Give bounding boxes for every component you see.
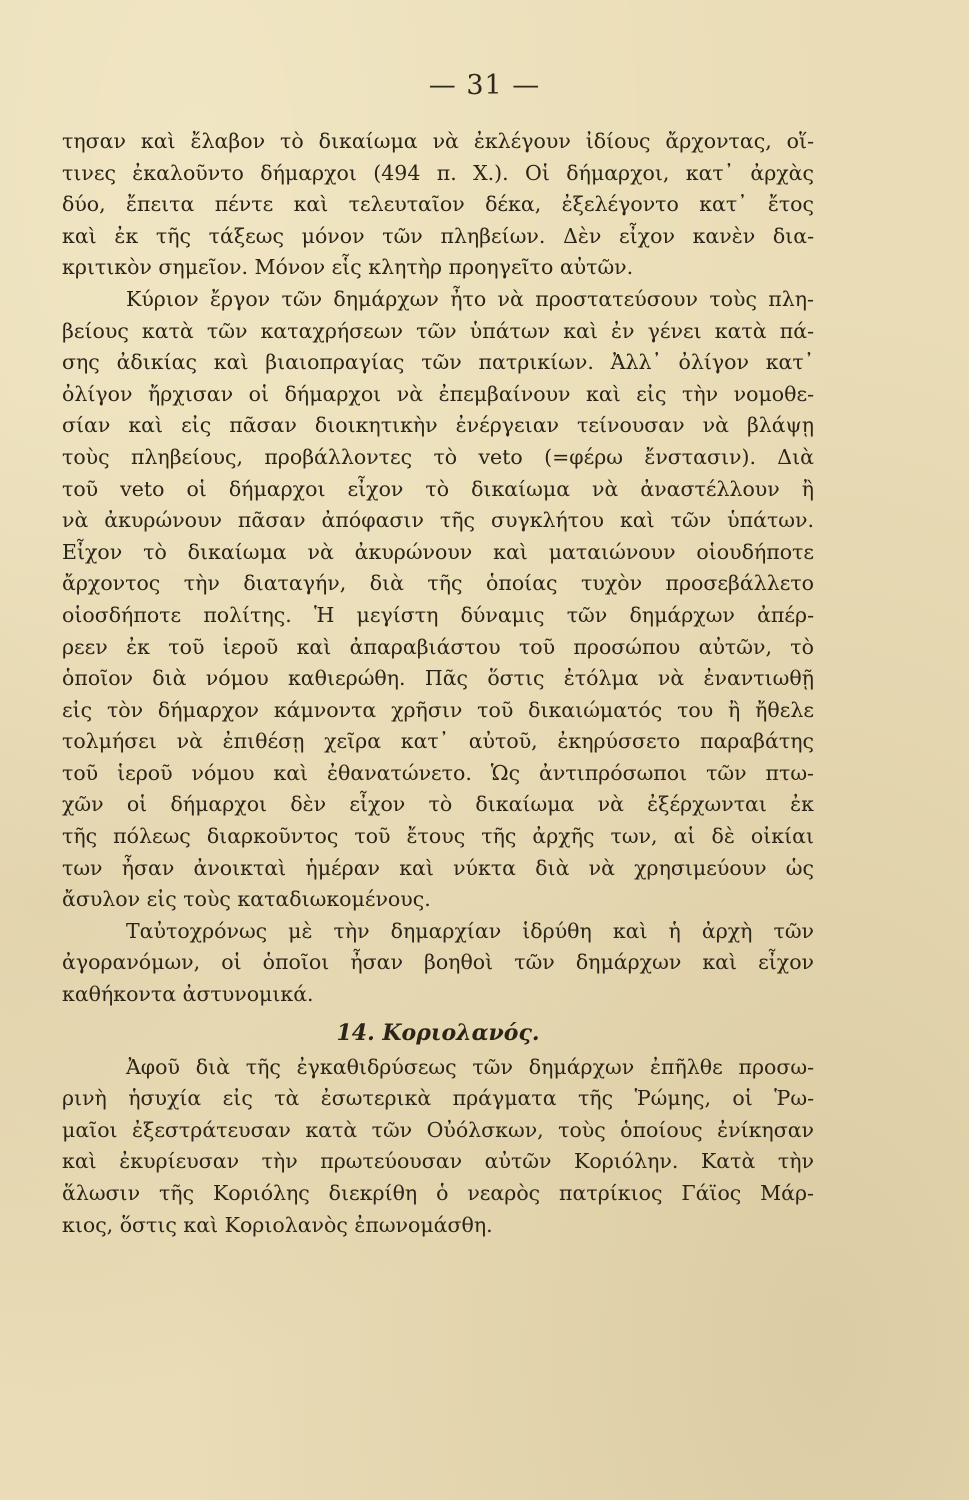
text-line: τολμήσει νὰ ἐπιθέσῃ χεῖρα κατ᾽ αὐτοῦ, ἐκηρύσσετο παραβάτης xyxy=(62,729,814,754)
text-line: των ἦσαν ἀνοικταὶ ἡμέραν καὶ νύκτα διὰ νὰ χρησιμεύουν ὡς xyxy=(62,855,814,880)
text-line: κριτικὸν σημεῖον. Μόνον εἷς κλητὴρ προηγεῖτο αὐτῶν. xyxy=(62,255,634,280)
section-14 xyxy=(62,1017,814,1242)
text-line: ἄρχοντος τὴν διαταγήν, διὰ τῆς ὁποίας τυχὸν προσεβάλλετο xyxy=(62,571,814,596)
text-line: τησαν καὶ ἔλαβον τὸ δικαίωμα νὰ ἐκλέγουν ἰδίους ἄρχοντας, οἵ- xyxy=(62,129,814,153)
text-line: ἀγορανόμων, οἱ ὁποῖοι ἦσαν βοηθοὶ τῶν δημάρχων καὶ εἶχον xyxy=(62,950,814,975)
text-line: καὶ ἐκ τῆς τάξεως μόνον τῶν πληβείων. Δὲν εἶχον κανὲν δια- xyxy=(62,223,814,248)
text-line: τοῦ ἱεροῦ νόμου καὶ ἐθανατώνετο. Ὡς ἀντιπρόσωποι τῶν πτω- xyxy=(62,760,814,785)
text-line: τοὺς πληβείους, προβάλλοντες τὸ veto (=φέρω ἔνστασιν). Διὰ xyxy=(62,444,814,469)
text-line: ἅλωσιν τῆς Κοριόλης διεκρίθη ὁ νεαρὸς πατρίκιος Γάϊος Μάρ- xyxy=(62,1181,814,1205)
section-13-continuation xyxy=(62,126,814,284)
text-line: καὶ ἐκυρίευσαν τὴν πρωτεύουσαν αὐτῶν Κοριόλην. Κατὰ τὴν xyxy=(62,1149,814,1174)
text-line: σίαν καὶ εἰς πᾶσαν διοικητικὴν ἐνέργειαν τείνουσαν νὰ βλάψῃ xyxy=(62,413,814,438)
text-line: σης ἀδικίας καὶ βιαιοπραγίας τῶν πατρικίων. Ἀλλ᾽ ὀλίγον κατ᾽ xyxy=(62,350,814,375)
text-line: οἱοσδήποτε πολίτης. Ἡ μεγίστη δύναμις τῶν δημάρχων ἀπέρ- xyxy=(62,602,814,627)
page-number: — 31 — xyxy=(428,70,541,101)
text-line: Κύριον ἔργον τῶν δημάρχων ἦτο νὰ προστατεύσουν τοὺς πλη- xyxy=(126,286,814,311)
text-line: εἰς τὸν δήμαρχον κάμνοντα χρῆσιν τοῦ δικαιώματός του ἢ ἤθελε xyxy=(62,697,814,722)
text-line: τοῦ veto οἱ δήμαρχοι εἶχον τὸ δικαίωμα νὰ ἀναστέλλουν ἢ xyxy=(62,476,814,501)
text-line: ὁποῖον διὰ νόμου καθιερώθη. Πᾶς ὅστις ἐτόλμα νὰ ἐναντιωθῇ xyxy=(62,666,814,691)
text-line: Ταὐτοχρόνως μὲ τὴν δημαρχίαν ἱδρύθη καὶ ἡ ἀρχὴ τῶν xyxy=(126,918,814,943)
paragraph-aediles xyxy=(62,916,814,1011)
text-line: κιος, ὅστις καὶ Κοριολανὸς ἐπωνομάσθη. xyxy=(62,1212,493,1237)
paragraph-tribunes-role xyxy=(62,284,814,916)
text-line: τῆς πόλεως διαρκοῦντος τοῦ ἔτους τῆς ἀρχῆς των, αἱ δὲ οἰκίαι xyxy=(62,824,814,849)
text-line: βείους κατὰ τῶν καταχρήσεων τῶν ὑπάτων καὶ ἐν γένει κατὰ πά- xyxy=(62,318,814,343)
section-heading: 14. Κοριολανός. xyxy=(336,1019,540,1046)
text-body xyxy=(62,126,814,1241)
text-line: μαῖοι ἐξεστράτευσαν κατὰ τῶν Οὐόλσκων, τοὺς ὁποίους ἐνίκησαν xyxy=(62,1117,814,1142)
text-line: ἄσυλον εἰς τοὺς καταδιωκομένους. xyxy=(62,887,431,912)
text-line: καθήκοντα ἀστυνομικά. xyxy=(62,982,314,1007)
text-line: δύο, ἔπειτα πέντε καὶ τελευταῖον δέκα, ἐξελέγοντο κατ᾽ ἔτος xyxy=(62,192,814,217)
text-line: νὰ ἀκυρώνουν πᾶσαν ἀπόφασιν τῆς συγκλήτου καὶ τῶν ὑπάτων. xyxy=(62,508,814,533)
text-line: Ἀφοῦ διὰ τῆς ἐγκαθιδρύσεως τῶν δημάρχων ἐπῆλθε προσω- xyxy=(126,1054,814,1079)
text-line: χῶν οἱ δήμαρχοι δὲν εἶχον τὸ δικαίωμα νὰ ἐξέρχωνται ἐκ xyxy=(62,792,814,817)
text-line: ρινὴ ἡσυχία εἰς τὰ ἐσωτερικὰ πράγματα τῆς Ῥώμης, οἱ Ῥω- xyxy=(62,1086,814,1111)
text-line: Εἶχον τὸ δικαίωμα νὰ ἀκυρώνουν καὶ ματαιώνουν οἱουδήποτε xyxy=(62,539,814,564)
text-line: ὀλίγον ἤρχισαν οἱ δήμαρχοι νὰ ἐπεμβαίνουν καὶ εἰς τὴν νομοθε- xyxy=(62,381,814,406)
text-line: τινες ἐκαλοῦντο δήμαρχοι (494 π. Χ.). Οἱ δήμαρχοι, κατ᾽ ἀρχὰς xyxy=(62,160,814,185)
text-line: ρεεν ἐκ τοῦ ἱεροῦ καὶ ἀπαραβιάστου τοῦ προσώπου αὐτῶν, τὸ xyxy=(62,634,814,659)
